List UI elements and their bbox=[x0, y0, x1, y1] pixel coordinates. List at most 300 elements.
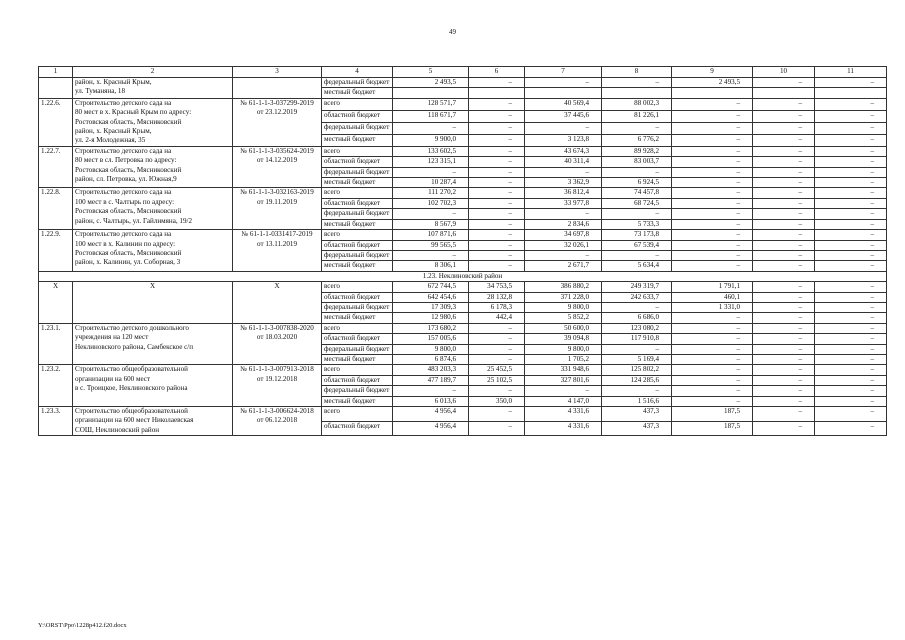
funding-source-cell: местный бюджет bbox=[322, 313, 393, 323]
table-row bbox=[39, 98, 887, 110]
header-cell: 11 bbox=[815, 67, 887, 78]
amount-cell: – bbox=[753, 209, 815, 219]
amount-cell: – bbox=[753, 365, 815, 375]
amount-cell: – bbox=[815, 365, 887, 375]
amount-cell: – bbox=[393, 386, 469, 396]
amount-cell: 43 674,3 bbox=[525, 146, 602, 156]
amount-cell: 99 565,5 bbox=[393, 240, 469, 250]
amount-cell: 1 516,6 bbox=[602, 396, 672, 406]
amount-cell: 437,3 bbox=[602, 421, 672, 436]
description-line: 100 мест в с. Чалтырь по адресу: bbox=[75, 197, 175, 206]
amount-cell: 371 228,0 bbox=[525, 292, 602, 302]
amount-cell: 12 980,6 bbox=[393, 313, 469, 323]
description-line: Строительство детского сада на bbox=[75, 146, 172, 155]
object-description-cell bbox=[73, 407, 233, 436]
amount-cell: 6 874,6 bbox=[393, 354, 469, 364]
header-cell: 10 bbox=[753, 67, 815, 78]
amount-cell: – bbox=[815, 178, 887, 188]
funding-source-cell: всего bbox=[322, 146, 393, 156]
amount-cell: 6 686,0 bbox=[602, 313, 672, 323]
amount-cell: – bbox=[815, 375, 887, 385]
table-body bbox=[39, 67, 887, 436]
expertise-doc-cell bbox=[233, 323, 322, 365]
amount-cell: 89 928,2 bbox=[602, 146, 672, 156]
amount-cell: – bbox=[753, 421, 815, 436]
expertise-doc-cell bbox=[233, 407, 322, 436]
amount-cell: – bbox=[815, 261, 887, 271]
amount-cell bbox=[525, 88, 602, 98]
description-line: X bbox=[149, 282, 156, 291]
amount-cell: – bbox=[753, 375, 815, 385]
amount-cell: – bbox=[815, 302, 887, 312]
row-number-cell bbox=[39, 407, 73, 436]
amount-cell: 102 702,3 bbox=[393, 198, 469, 208]
funding-source-cell: областной бюджет bbox=[322, 375, 393, 385]
description-line: организации на 600 мест bbox=[75, 374, 151, 383]
funding-source-cell: федеральный бюджет bbox=[322, 209, 393, 219]
amount-cell: 5 634,4 bbox=[602, 261, 672, 271]
amount-cell: – bbox=[525, 122, 602, 134]
amount-cell: – bbox=[753, 198, 815, 208]
amount-cell: – bbox=[753, 78, 815, 88]
object-description-cell bbox=[73, 188, 233, 230]
amount-cell: – bbox=[753, 110, 815, 122]
funding-source-cell: федеральный бюджет bbox=[322, 302, 393, 312]
amount-cell: – bbox=[672, 134, 753, 146]
doc-line: № 61-1-1-0331417-2019 bbox=[241, 230, 313, 239]
amount-cell: 111 270,2 bbox=[393, 188, 469, 198]
amount-cell: – bbox=[815, 240, 887, 250]
amount-cell: 187,5 bbox=[672, 421, 753, 436]
amount-cell: 117 910,8 bbox=[602, 334, 672, 344]
amount-cell: – bbox=[815, 209, 887, 219]
doc-line: от 13.11.2019 bbox=[257, 239, 297, 248]
amount-cell: – bbox=[672, 122, 753, 134]
amount-cell: – bbox=[672, 167, 753, 177]
page-number: 49 bbox=[449, 28, 456, 36]
amount-cell: 8 567,9 bbox=[393, 219, 469, 229]
funding-source-cell: местный бюджет bbox=[322, 178, 393, 188]
amount-cell: – bbox=[815, 396, 887, 406]
amount-cell: – bbox=[753, 354, 815, 364]
amount-cell: – bbox=[753, 122, 815, 134]
amount-cell: – bbox=[753, 323, 815, 333]
amount-cell: – bbox=[815, 167, 887, 177]
amount-cell: 68 724,5 bbox=[602, 198, 672, 208]
description-line: Ростовская область, Мясниковский bbox=[75, 117, 182, 126]
amount-cell: – bbox=[815, 344, 887, 354]
amount-cell: 2 493,5 bbox=[393, 78, 469, 88]
amount-cell: – bbox=[602, 78, 672, 88]
amount-cell: 124 285,6 bbox=[602, 375, 672, 385]
amount-cell: – bbox=[469, 407, 525, 422]
doc-line: X bbox=[274, 282, 280, 291]
amount-cell: – bbox=[672, 396, 753, 406]
amount-cell: – bbox=[469, 240, 525, 250]
amount-cell: 8 306,1 bbox=[393, 261, 469, 271]
object-description-cell bbox=[73, 230, 233, 272]
amount-cell: – bbox=[469, 421, 525, 436]
amount-cell: – bbox=[393, 209, 469, 219]
amount-cell: 37 445,6 bbox=[525, 110, 602, 122]
amount-cell: – bbox=[469, 157, 525, 167]
funding-source-cell: областной бюджет bbox=[322, 240, 393, 250]
amount-cell: – bbox=[815, 78, 887, 88]
amount-cell: 81 226,1 bbox=[602, 110, 672, 122]
amount-cell: 10 287,4 bbox=[393, 178, 469, 188]
amount-cell: – bbox=[672, 261, 753, 271]
amount-cell: 642 454,6 bbox=[393, 292, 469, 302]
funding-source-cell: местный бюджет bbox=[322, 88, 393, 98]
amount-cell: – bbox=[753, 167, 815, 177]
amount-cell: 32 026,1 bbox=[525, 240, 602, 250]
amount-cell: 4 331,6 bbox=[525, 421, 602, 436]
row-number: 1.23.1. bbox=[41, 323, 61, 332]
amount-cell: – bbox=[753, 313, 815, 323]
amount-cell: – bbox=[753, 396, 815, 406]
amount-cell: – bbox=[815, 98, 887, 110]
description-line: 100 мест в х. Калинин по адресу: bbox=[75, 239, 176, 248]
amount-cell: – bbox=[525, 386, 602, 396]
amount-cell: 187,5 bbox=[672, 407, 753, 422]
amount-cell: 40 569,4 bbox=[525, 98, 602, 110]
amount-cell: 39 094,8 bbox=[525, 334, 602, 344]
description-line: район, х. Красный Крым, bbox=[75, 78, 152, 86]
header-cell: 7 bbox=[525, 67, 602, 78]
amount-cell: – bbox=[602, 122, 672, 134]
amount-cell: 4 147,0 bbox=[525, 396, 602, 406]
funding-source-cell: местный бюджет bbox=[322, 354, 393, 364]
amount-cell: – bbox=[672, 250, 753, 260]
amount-cell: 1 705,2 bbox=[525, 354, 602, 364]
amount-cell: – bbox=[815, 421, 887, 436]
amount-cell: 6 013,6 bbox=[393, 396, 469, 406]
row-number-cell bbox=[39, 146, 73, 188]
row-number: 1.23.3. bbox=[41, 407, 61, 415]
amount-cell: – bbox=[602, 167, 672, 177]
section-row bbox=[39, 271, 887, 281]
doc-line: № 61-1-1-3-007838-2020 bbox=[240, 323, 314, 332]
amount-cell: – bbox=[815, 250, 887, 260]
amount-cell: – bbox=[753, 157, 815, 167]
funding-source-cell: областной бюджет bbox=[322, 198, 393, 208]
amount-cell: 34 753,5 bbox=[469, 282, 525, 292]
amount-cell: 6 924,5 bbox=[602, 178, 672, 188]
table-row bbox=[39, 282, 887, 292]
funding-source-cell: всего bbox=[322, 323, 393, 333]
expertise-doc-cell bbox=[233, 365, 322, 407]
description-line: Ростовская область, Мясниковский bbox=[75, 207, 182, 216]
header-cell: 4 bbox=[322, 67, 393, 78]
doc-line: № 61-1-1-3-037299-2019 bbox=[240, 98, 314, 107]
funding-source-cell: федеральный бюджет bbox=[322, 386, 393, 396]
description-line: 80 мест в х. Красный Крым по адресу: bbox=[75, 108, 192, 117]
header-cell: 8 bbox=[602, 67, 672, 78]
funding-source-cell: федеральный бюджет bbox=[322, 78, 393, 88]
amount-cell: 25 102,5 bbox=[469, 375, 525, 385]
amount-cell: – bbox=[815, 188, 887, 198]
description-line: Ростовская область, Мясниковский bbox=[75, 248, 182, 257]
amount-cell: – bbox=[525, 78, 602, 88]
amount-cell: 74 457,8 bbox=[602, 188, 672, 198]
table-row bbox=[39, 365, 887, 375]
funding-source-cell: федеральный бюджет bbox=[322, 122, 393, 134]
amount-cell: – bbox=[393, 250, 469, 260]
amount-cell: – bbox=[753, 134, 815, 146]
funding-source-cell: всего bbox=[322, 407, 393, 422]
amount-cell: 249 319,7 bbox=[602, 282, 672, 292]
amount-cell: 6 178,3 bbox=[469, 302, 525, 312]
description-line: организации на 600 мест Николаевская bbox=[75, 416, 194, 425]
amount-cell bbox=[469, 88, 525, 98]
amount-cell: 157 005,6 bbox=[393, 334, 469, 344]
funding-source-cell: областной бюджет bbox=[322, 292, 393, 302]
amount-cell: – bbox=[469, 323, 525, 333]
funding-source-cell: местный бюджет bbox=[322, 134, 393, 146]
amount-cell: – bbox=[602, 344, 672, 354]
table-row bbox=[39, 146, 887, 156]
description-line: Неклиновского района, Самбекское с/п bbox=[75, 342, 194, 351]
doc-line: № 61-1-1-3-007913-2018 bbox=[240, 365, 314, 374]
amount-cell: – bbox=[672, 219, 753, 229]
amount-cell: – bbox=[672, 110, 753, 122]
amount-cell: – bbox=[815, 122, 887, 134]
doc-line: № 61-1-1-3-032163-2019 bbox=[240, 188, 314, 197]
amount-cell: 40 311,4 bbox=[525, 157, 602, 167]
amount-cell: – bbox=[753, 219, 815, 229]
doc-line: от 19.11.2019 bbox=[257, 197, 297, 206]
amount-cell: – bbox=[815, 292, 887, 302]
amount-cell: 33 977,8 bbox=[525, 198, 602, 208]
amount-cell: – bbox=[753, 230, 815, 240]
amount-cell: 327 801,6 bbox=[525, 375, 602, 385]
amount-cell: – bbox=[469, 188, 525, 198]
funding-source-cell: местный бюджет bbox=[322, 396, 393, 406]
amount-cell: – bbox=[672, 386, 753, 396]
amount-cell: – bbox=[815, 146, 887, 156]
amount-cell: 331 948,6 bbox=[525, 365, 602, 375]
amount-cell: – bbox=[753, 282, 815, 292]
amount-cell: – bbox=[672, 313, 753, 323]
expertise-doc-cell bbox=[233, 98, 322, 146]
amount-cell: – bbox=[469, 250, 525, 260]
funding-source-cell: областной бюджет bbox=[322, 110, 393, 122]
amount-cell: – bbox=[815, 219, 887, 229]
amount-cell: – bbox=[753, 292, 815, 302]
funding-source-cell: федеральный бюджет bbox=[322, 344, 393, 354]
amount-cell: 483 203,3 bbox=[393, 365, 469, 375]
amount-cell: 2 493,5 bbox=[672, 78, 753, 88]
amount-cell: 25 452,5 bbox=[469, 365, 525, 375]
description-line: Строительство общеобразовательной bbox=[75, 407, 188, 415]
amount-cell: 17 309,3 bbox=[393, 302, 469, 312]
description-line: Ростовская область, Мясниковский bbox=[75, 165, 182, 174]
amount-cell: 83 003,7 bbox=[602, 157, 672, 167]
amount-cell: 3 123,8 bbox=[525, 134, 602, 146]
amount-cell bbox=[672, 88, 753, 98]
amount-cell: – bbox=[469, 198, 525, 208]
amount-cell: – bbox=[469, 230, 525, 240]
amount-cell: – bbox=[393, 167, 469, 177]
amount-cell: 350,0 bbox=[469, 396, 525, 406]
row-number: X bbox=[52, 282, 59, 291]
amount-cell: 88 002,3 bbox=[602, 98, 672, 110]
row-number-cell bbox=[39, 230, 73, 272]
amount-cell: – bbox=[815, 407, 887, 422]
amount-cell: – bbox=[469, 261, 525, 271]
amount-cell: – bbox=[815, 157, 887, 167]
amount-cell: – bbox=[753, 334, 815, 344]
amount-cell: – bbox=[672, 98, 753, 110]
amount-cell: 3 362,9 bbox=[525, 178, 602, 188]
header-cell: 6 bbox=[469, 67, 525, 78]
amount-cell bbox=[602, 88, 672, 98]
amount-cell: 123 080,2 bbox=[602, 323, 672, 333]
funding-source-cell: федеральный бюджет bbox=[322, 167, 393, 177]
object-description-cell bbox=[73, 78, 233, 99]
funding-source-cell: всего bbox=[322, 365, 393, 375]
amount-cell: – bbox=[815, 282, 887, 292]
amount-cell: – bbox=[469, 78, 525, 88]
amount-cell: 123 315,1 bbox=[393, 157, 469, 167]
description-line: Строительство детского сада на bbox=[75, 188, 172, 197]
amount-cell: – bbox=[469, 178, 525, 188]
amount-cell: 4 331,6 bbox=[525, 407, 602, 422]
amount-cell: – bbox=[672, 240, 753, 250]
description-line: район, х. Калинин, ул. Соборная, 3 bbox=[75, 258, 181, 267]
object-description-cell bbox=[73, 98, 233, 146]
amount-cell: – bbox=[469, 122, 525, 134]
amount-cell: – bbox=[672, 323, 753, 333]
table-row bbox=[39, 407, 887, 422]
amount-cell: – bbox=[469, 134, 525, 146]
funding-source-cell: всего bbox=[322, 188, 393, 198]
amount-cell: 9 800,0 bbox=[393, 344, 469, 354]
amount-cell: – bbox=[672, 365, 753, 375]
amount-cell: 133 602,5 bbox=[393, 146, 469, 156]
amount-cell: 5 733,3 bbox=[602, 219, 672, 229]
amount-cell: – bbox=[469, 386, 525, 396]
row-number: 1.22.6. bbox=[41, 98, 61, 107]
amount-cell: 1 791,1 bbox=[672, 282, 753, 292]
header-cell: 5 bbox=[393, 67, 469, 78]
amount-cell: 107 871,6 bbox=[393, 230, 469, 240]
amount-cell: 34 697,8 bbox=[525, 230, 602, 240]
description-line: 80 мест в сл. Петровка по адресу: bbox=[75, 156, 177, 165]
object-description-cell bbox=[73, 146, 233, 188]
amount-cell: – bbox=[469, 167, 525, 177]
doc-line: от 18.03.2020 bbox=[256, 333, 298, 342]
amount-cell: – bbox=[815, 334, 887, 344]
header-cell: 1 bbox=[39, 67, 73, 78]
amount-cell: – bbox=[815, 134, 887, 146]
amount-cell: – bbox=[753, 386, 815, 396]
amount-cell: 118 671,7 bbox=[393, 110, 469, 122]
amount-cell: – bbox=[393, 122, 469, 134]
amount-cell: – bbox=[753, 250, 815, 260]
amount-cell: 173 680,2 bbox=[393, 323, 469, 333]
row-number: 1.22.8. bbox=[41, 188, 61, 197]
amount-cell bbox=[393, 88, 469, 98]
table-header-row bbox=[39, 67, 887, 78]
description-line: Строительство детского сада на bbox=[75, 230, 172, 239]
amount-cell: 4 956,4 bbox=[393, 421, 469, 436]
row-number-cell bbox=[39, 188, 73, 230]
amount-cell: – bbox=[469, 334, 525, 344]
amount-cell: 73 173,8 bbox=[602, 230, 672, 240]
amount-cell: – bbox=[753, 178, 815, 188]
amount-cell: 1 331,0 bbox=[672, 302, 753, 312]
amount-cell: – bbox=[753, 98, 815, 110]
amount-cell: – bbox=[602, 250, 672, 260]
funding-source-cell: федеральный бюджет bbox=[322, 250, 393, 260]
amount-cell: – bbox=[815, 354, 887, 364]
description-line: Строительство детского сада на bbox=[75, 98, 172, 107]
funding-source-cell: областной бюджет bbox=[322, 421, 393, 436]
amount-cell: – bbox=[672, 344, 753, 354]
expertise-doc-cell bbox=[233, 78, 322, 99]
amount-cell: – bbox=[815, 110, 887, 122]
doc-line: № 61-1-1-3-006624-2018 bbox=[240, 407, 314, 415]
amount-cell bbox=[815, 88, 887, 98]
funding-source-cell: местный бюджет bbox=[322, 261, 393, 271]
amount-cell: – bbox=[753, 302, 815, 312]
table-row bbox=[39, 188, 887, 198]
amount-cell: – bbox=[602, 386, 672, 396]
doc-line: от 19.12.2018 bbox=[256, 374, 298, 383]
description-line: СОШ, Неклиновский район bbox=[75, 425, 160, 434]
amount-cell: – bbox=[469, 344, 525, 354]
amount-cell: 2 834,6 bbox=[525, 219, 602, 229]
amount-cell: – bbox=[525, 167, 602, 177]
amount-cell: – bbox=[469, 98, 525, 110]
table-row bbox=[39, 78, 887, 88]
amount-cell: 386 880,2 bbox=[525, 282, 602, 292]
expertise-doc-cell bbox=[233, 230, 322, 272]
amount-cell: 4 956,4 bbox=[393, 407, 469, 422]
section-title: 1.23. Неклиновский район bbox=[39, 271, 887, 281]
table-row bbox=[39, 323, 887, 333]
row-number: 1.22.7. bbox=[41, 146, 61, 155]
amount-cell: – bbox=[469, 110, 525, 122]
row-number-cell bbox=[39, 78, 73, 99]
funding-source-cell: областной бюджет bbox=[322, 334, 393, 344]
amount-cell: – bbox=[602, 302, 672, 312]
amount-cell: – bbox=[815, 323, 887, 333]
row-number: 1.23.2. bbox=[41, 365, 61, 374]
object-description-cell bbox=[73, 323, 233, 365]
amount-cell: 67 539,4 bbox=[602, 240, 672, 250]
header-cell: 2 bbox=[73, 67, 233, 78]
expertise-doc-cell bbox=[233, 282, 322, 324]
description-line: в с. Троицкое, Неклиновского района bbox=[75, 384, 188, 393]
description-line: район, сл. Петровка, ул. Южная,9 bbox=[75, 175, 177, 184]
doc-line: от 14.12.2019 bbox=[256, 156, 298, 165]
amount-cell: – bbox=[672, 146, 753, 156]
amount-cell: – bbox=[672, 178, 753, 188]
row-number-cell bbox=[39, 365, 73, 407]
amount-cell: 672 744,5 bbox=[393, 282, 469, 292]
amount-cell: 50 600,0 bbox=[525, 323, 602, 333]
amount-cell: – bbox=[753, 407, 815, 422]
amount-cell: 128 571,7 bbox=[393, 98, 469, 110]
amount-cell: 477 189,7 bbox=[393, 375, 469, 385]
amount-cell: 9 800,0 bbox=[525, 302, 602, 312]
amount-cell: – bbox=[815, 198, 887, 208]
amount-cell: 242 633,7 bbox=[602, 292, 672, 302]
object-description-cell bbox=[73, 282, 233, 324]
expertise-doc-cell bbox=[233, 146, 322, 188]
